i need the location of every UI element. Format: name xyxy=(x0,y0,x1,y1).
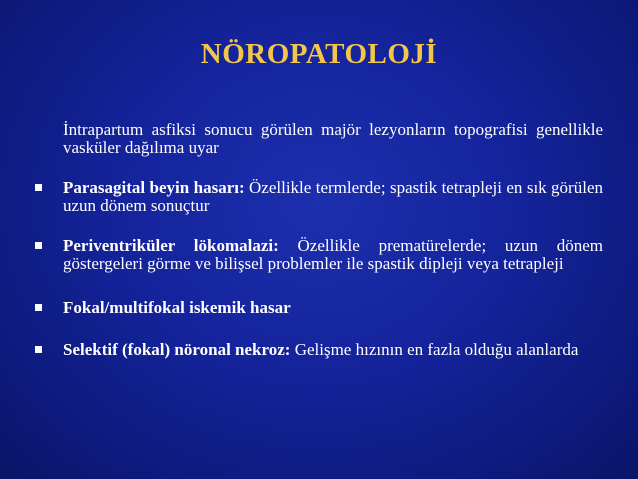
bullet-term: Fokal/multifokal iskemik hasar xyxy=(63,298,291,317)
bullet-text: Özellikle prematürelerde; uzun dönem göstergeleri görme ve bilişsel problemler ile spastik dipleji veya tetrapleji xyxy=(63,236,603,273)
square-bullet-icon xyxy=(35,242,42,249)
bullet-text: Özellikle termlerde; spastik tetrapleji en sık görülen uzun dönem sonuçtur xyxy=(63,178,603,215)
intro-paragraph: İntrapartum asfiksi sonucu görülen majör lezyonların topografisi genellikle vasküler dağılıma uyar xyxy=(63,120,603,157)
bullet-term: Selektif (fokal) nöronal nekroz: xyxy=(63,340,291,359)
slide-title: NÖROPATOLOJİ xyxy=(200,38,438,70)
square-bullet-icon xyxy=(35,346,42,353)
square-bullet-icon xyxy=(35,304,42,311)
bullet-text: Gelişme hızının en fazla olduğu alanlarda xyxy=(290,340,579,359)
bullet-item xyxy=(35,341,603,359)
square-bullet-icon xyxy=(35,184,42,191)
bullet-item xyxy=(35,179,603,215)
bullet-item xyxy=(35,299,603,317)
bullet-term: Parasagital beyin hasarı: xyxy=(63,178,245,197)
bullet-term: Periventriküler lökomalazi: xyxy=(63,236,279,255)
slide-body xyxy=(35,121,603,359)
bullet-item xyxy=(35,237,603,273)
